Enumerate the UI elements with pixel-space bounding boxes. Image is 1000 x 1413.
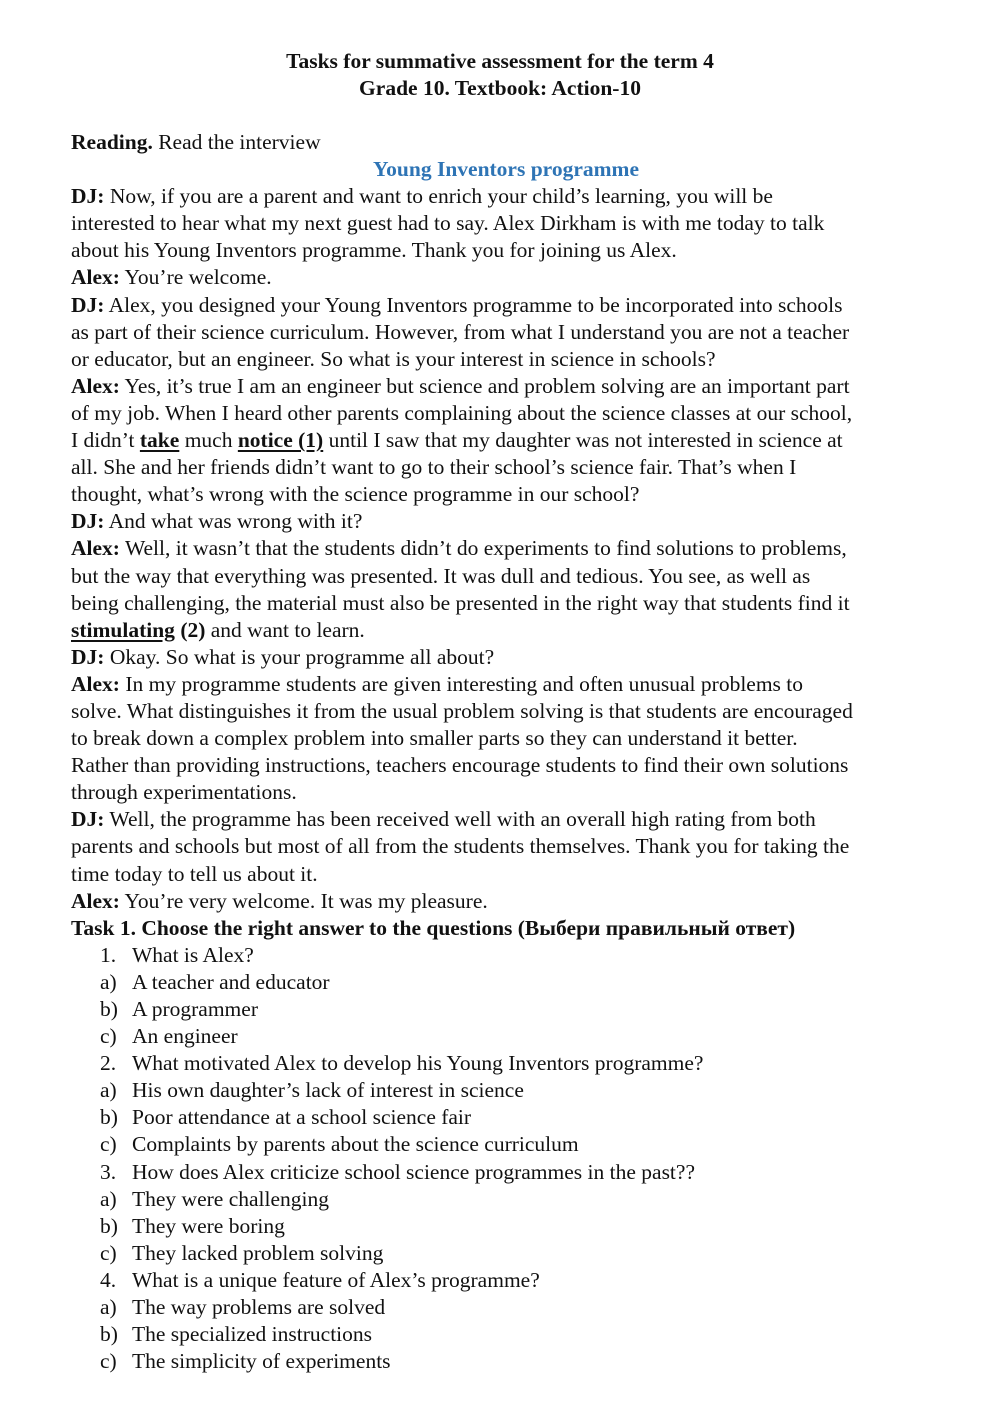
header-line-1: Tasks for summative assessment for the term 4 <box>286 49 714 73</box>
interview-line: Alex: In my programme students are given interesting and often unusual problems to <box>71 671 804 696</box>
interview-line: I didn’t take much notice (1) until I saw that my daughter was not interested in science at <box>71 428 843 453</box>
document-body <box>71 129 941 1375</box>
interview-line: DJ: And what was wrong with it? <box>71 509 363 534</box>
task-1-option[interactable]: a) His own daughter’s lack of interest in science <box>100 1078 524 1103</box>
interview-line: Alex: Yes, it’s true I am an engineer but science and problem solving are an important part <box>71 373 850 398</box>
task-1-item: 2. What motivated Alex to develop his Young Inventors programme? <box>100 1051 704 1076</box>
interview-title: Young Inventors programme <box>373 157 639 182</box>
interview-line: Rather than providing instructions, teachers encourage students to find their own solutions <box>71 753 849 778</box>
interview-line: thought, what’s wrong with the science programme in our school? <box>71 482 640 507</box>
interview-line: Alex: You’re very welcome. It was my pleasure. <box>71 888 488 913</box>
interview-line: Alex: Well, it wasn’t that the students didn’t do experiments to find solutions to problems, <box>71 536 847 561</box>
header-line-2: Grade 10. Textbook: Action-10 <box>359 76 641 100</box>
task-1-list <box>71 942 941 1376</box>
reading-instruction: Reading. Read the interview <box>71 130 321 154</box>
vocab-word-notice: notice (1) <box>237 428 324 453</box>
task-1-option[interactable]: a) They were challenging <box>100 1186 329 1211</box>
task-1-option[interactable]: c) Complaints by parents about the science curriculum <box>100 1132 579 1157</box>
task-1-option[interactable]: c) An engineer <box>100 1024 238 1049</box>
task-1-option[interactable]: b) A programmer <box>100 997 258 1021</box>
interview-line: DJ: Alex, you designed your Young Inventors programme to be incorporated into schools <box>71 292 843 317</box>
interview-line: DJ: Well, the programme has been received well with an overall high rating from both <box>71 807 816 832</box>
vocab-word-stimulating: stimulating <box>71 617 175 642</box>
task-1-option[interactable]: a) A teacher and educator <box>100 969 330 994</box>
interview-line: interested to hear what my next guest had to say. Alex Dirkham is with me today to talk <box>71 211 825 236</box>
task-1-item: 4. What is a unique feature of Alex’s programme? <box>100 1267 540 1292</box>
task-1-option[interactable]: b) They were boring <box>100 1213 285 1238</box>
interview-line: of my job. When I heard other parents complaining about the science classes at our school, <box>71 400 853 425</box>
interview-line: parents and schools but most of all from the students themselves. Thank you for taking the <box>71 834 850 859</box>
task-1-option[interactable]: a) The way problems are solved <box>100 1295 386 1320</box>
interview-line: as part of their science curriculum. However, from what I understand you are not a teacher <box>71 319 850 344</box>
interview-line: but the way that everything was presented. It was dull and tedious. You see, as well as <box>71 563 811 588</box>
vocab-word-take: take <box>139 428 180 453</box>
task-1-option[interactable]: c) They lacked problem solving <box>100 1240 384 1265</box>
interview-line: DJ: Okay. So what is your programme all about? <box>71 644 495 669</box>
task-1-option[interactable]: b) Poor attendance at a school science fair <box>100 1105 472 1130</box>
interview-line: solve. What distinguishes it from the usual problem solving is that students are encouraged <box>71 698 853 723</box>
interview-line: time today to tell us about it. <box>71 861 318 886</box>
interview-line: being challenging, the material must also be presented in the right way that students find it <box>71 590 850 615</box>
interview-line: to break down a complex problem into smaller parts so they can understand it better. <box>71 726 798 751</box>
task-1-option[interactable]: b) The specialized instructions <box>100 1322 373 1347</box>
interview-line: stimulating (2) and want to learn. <box>71 617 365 642</box>
interview-line: or educator, but an engineer. So what is your interest in science in schools? <box>71 346 716 371</box>
interview-line: all. She and her friends didn’t want to go to their school’s science fair. That’s when I <box>71 455 797 480</box>
interview-line: about his Young Inventors programme. Thank you for joining us Alex. <box>71 238 677 263</box>
interview-line: through experimentations. <box>71 780 297 805</box>
task-1-title: Task 1. Choose the right answer to the questions (Выбери правильный ответ) <box>71 915 796 940</box>
task-1-item: 1. What is Alex? <box>100 942 254 967</box>
task-1-option[interactable]: c) The simplicity of experiments <box>100 1349 391 1374</box>
interview-line: DJ: Now, if you are a parent and want to enrich your child’s learning, you will be <box>71 184 773 209</box>
interview-line: Alex: You’re welcome. <box>71 265 272 290</box>
reading-label: Reading. <box>71 130 153 154</box>
task-1-item: 3. How does Alex criticize school science programmes in the past?? <box>100 1159 695 1184</box>
